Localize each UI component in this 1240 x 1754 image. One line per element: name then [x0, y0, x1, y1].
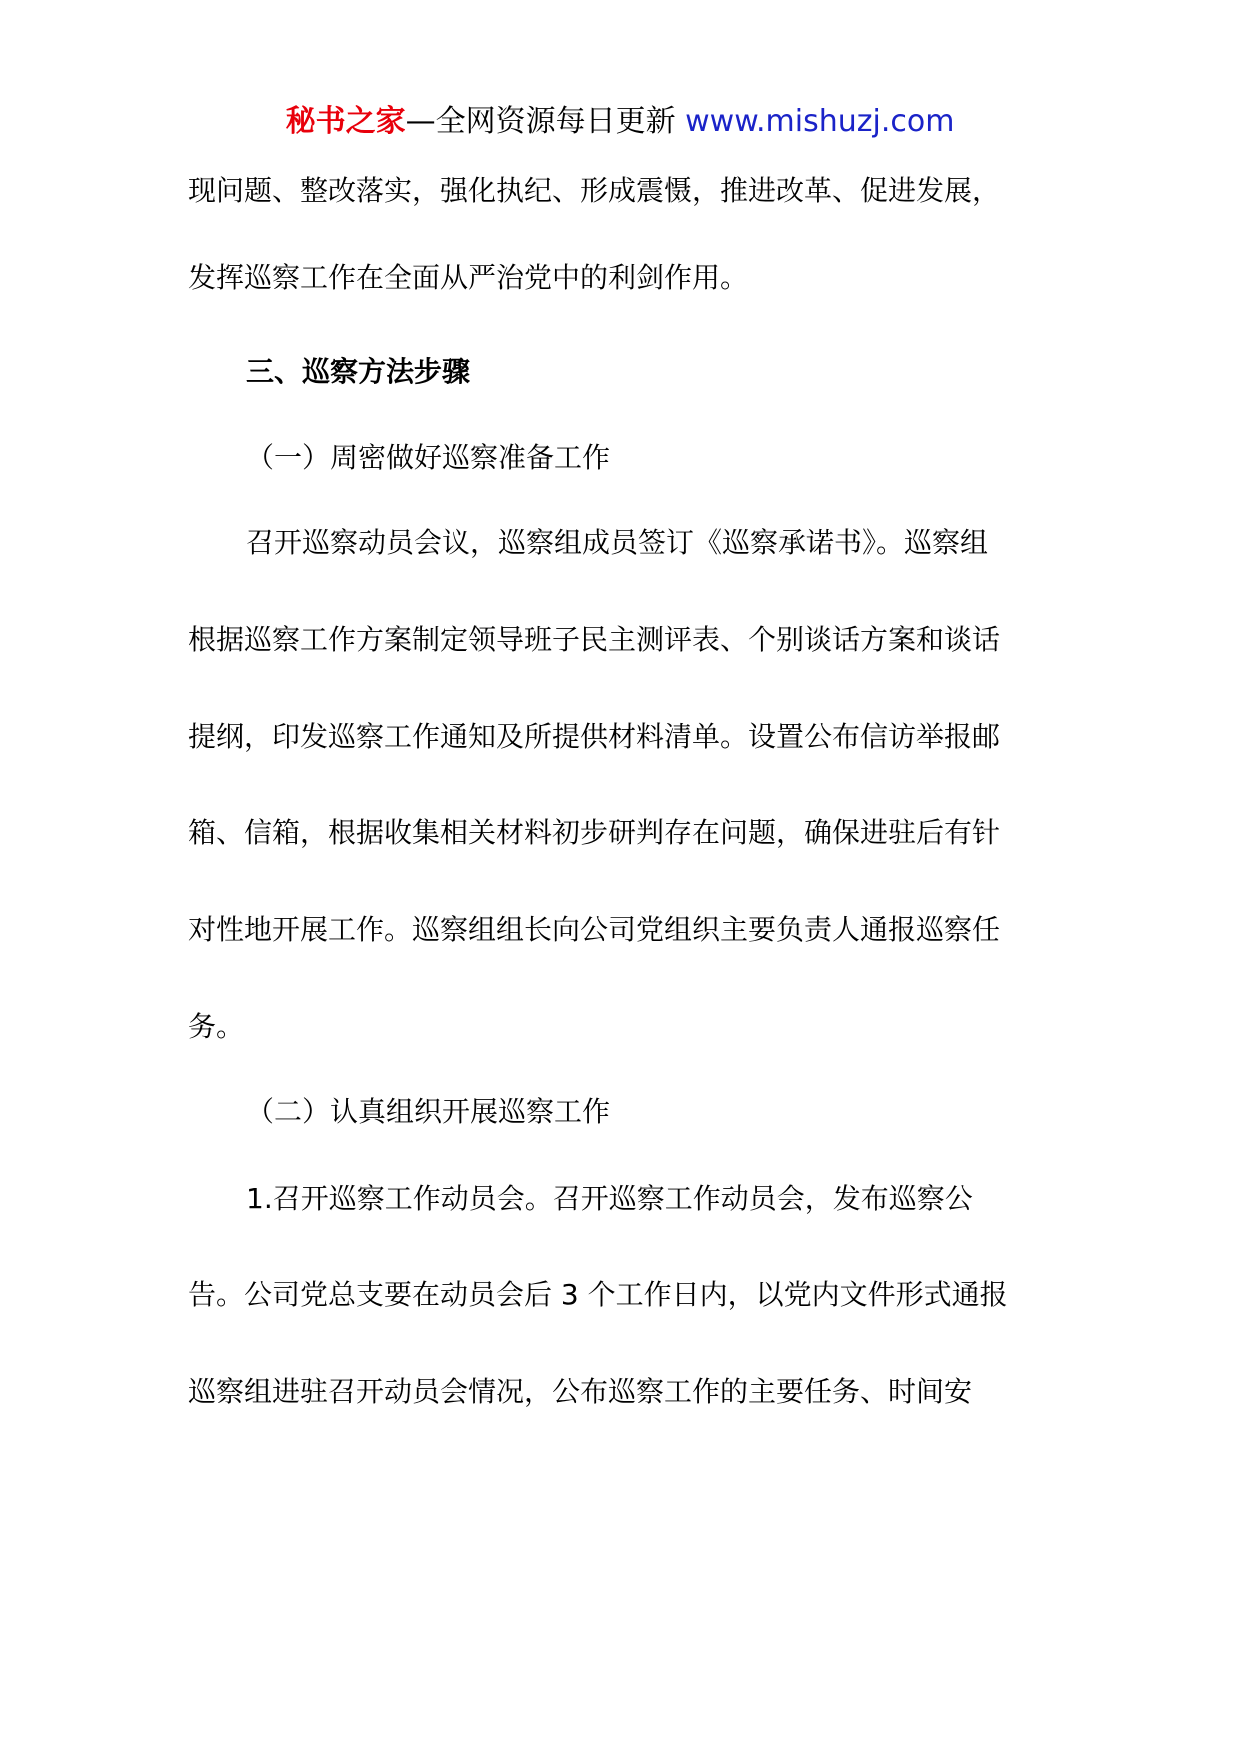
page-header: [0, 100, 1240, 144]
body-line: 1.召开巡察工作动员会。召开巡察工作动员会，发布巡察公: [246, 1182, 973, 1215]
section-heading: 三、巡察方法步骤: [246, 355, 471, 388]
header-brand: 秘书之家: [285, 104, 406, 139]
header-slogan: —全网资源每日更新: [405, 104, 676, 139]
subsection-heading: （二）认真组织开展巡察工作: [246, 1095, 611, 1128]
body-line: 根据巡察工作方案制定领导班子民主测评表、个别谈话方案和谈话: [188, 623, 1001, 656]
body-line: 现问题、整改落实，强化执纪、形成震慑，推进改革、促进发展，: [188, 174, 1001, 207]
body-line: 对性地开展工作。巡察组组长向公司党组织主要负责人通报巡察任: [188, 913, 1001, 946]
body-line: 召开巡察动员会议，巡察组成员签订《巡察承诺书》。巡察组: [246, 526, 989, 559]
body-line: 发挥巡察工作在全面从严治党中的利剑作用。: [188, 261, 749, 294]
header-url-link[interactable]: www.mishuzj.com: [685, 104, 955, 139]
subsection-heading: （一）周密做好巡察准备工作: [246, 441, 611, 474]
body-line: 务。: [188, 1010, 245, 1043]
body-line: 箱、信箱，根据收集相关材料初步研判存在问题，确保进驻后有针: [188, 816, 1001, 849]
body-line: 巡察组进驻召开动员会情况，公布巡察工作的主要任务、时间安: [188, 1375, 973, 1408]
body-line: 提纲，印发巡察工作通知及所提供材料清单。设置公布信访举报邮: [188, 720, 1001, 753]
body-line: 告。公司党总支要在动员会后 3 个工作日内，以党内文件形式通报: [188, 1278, 1008, 1311]
